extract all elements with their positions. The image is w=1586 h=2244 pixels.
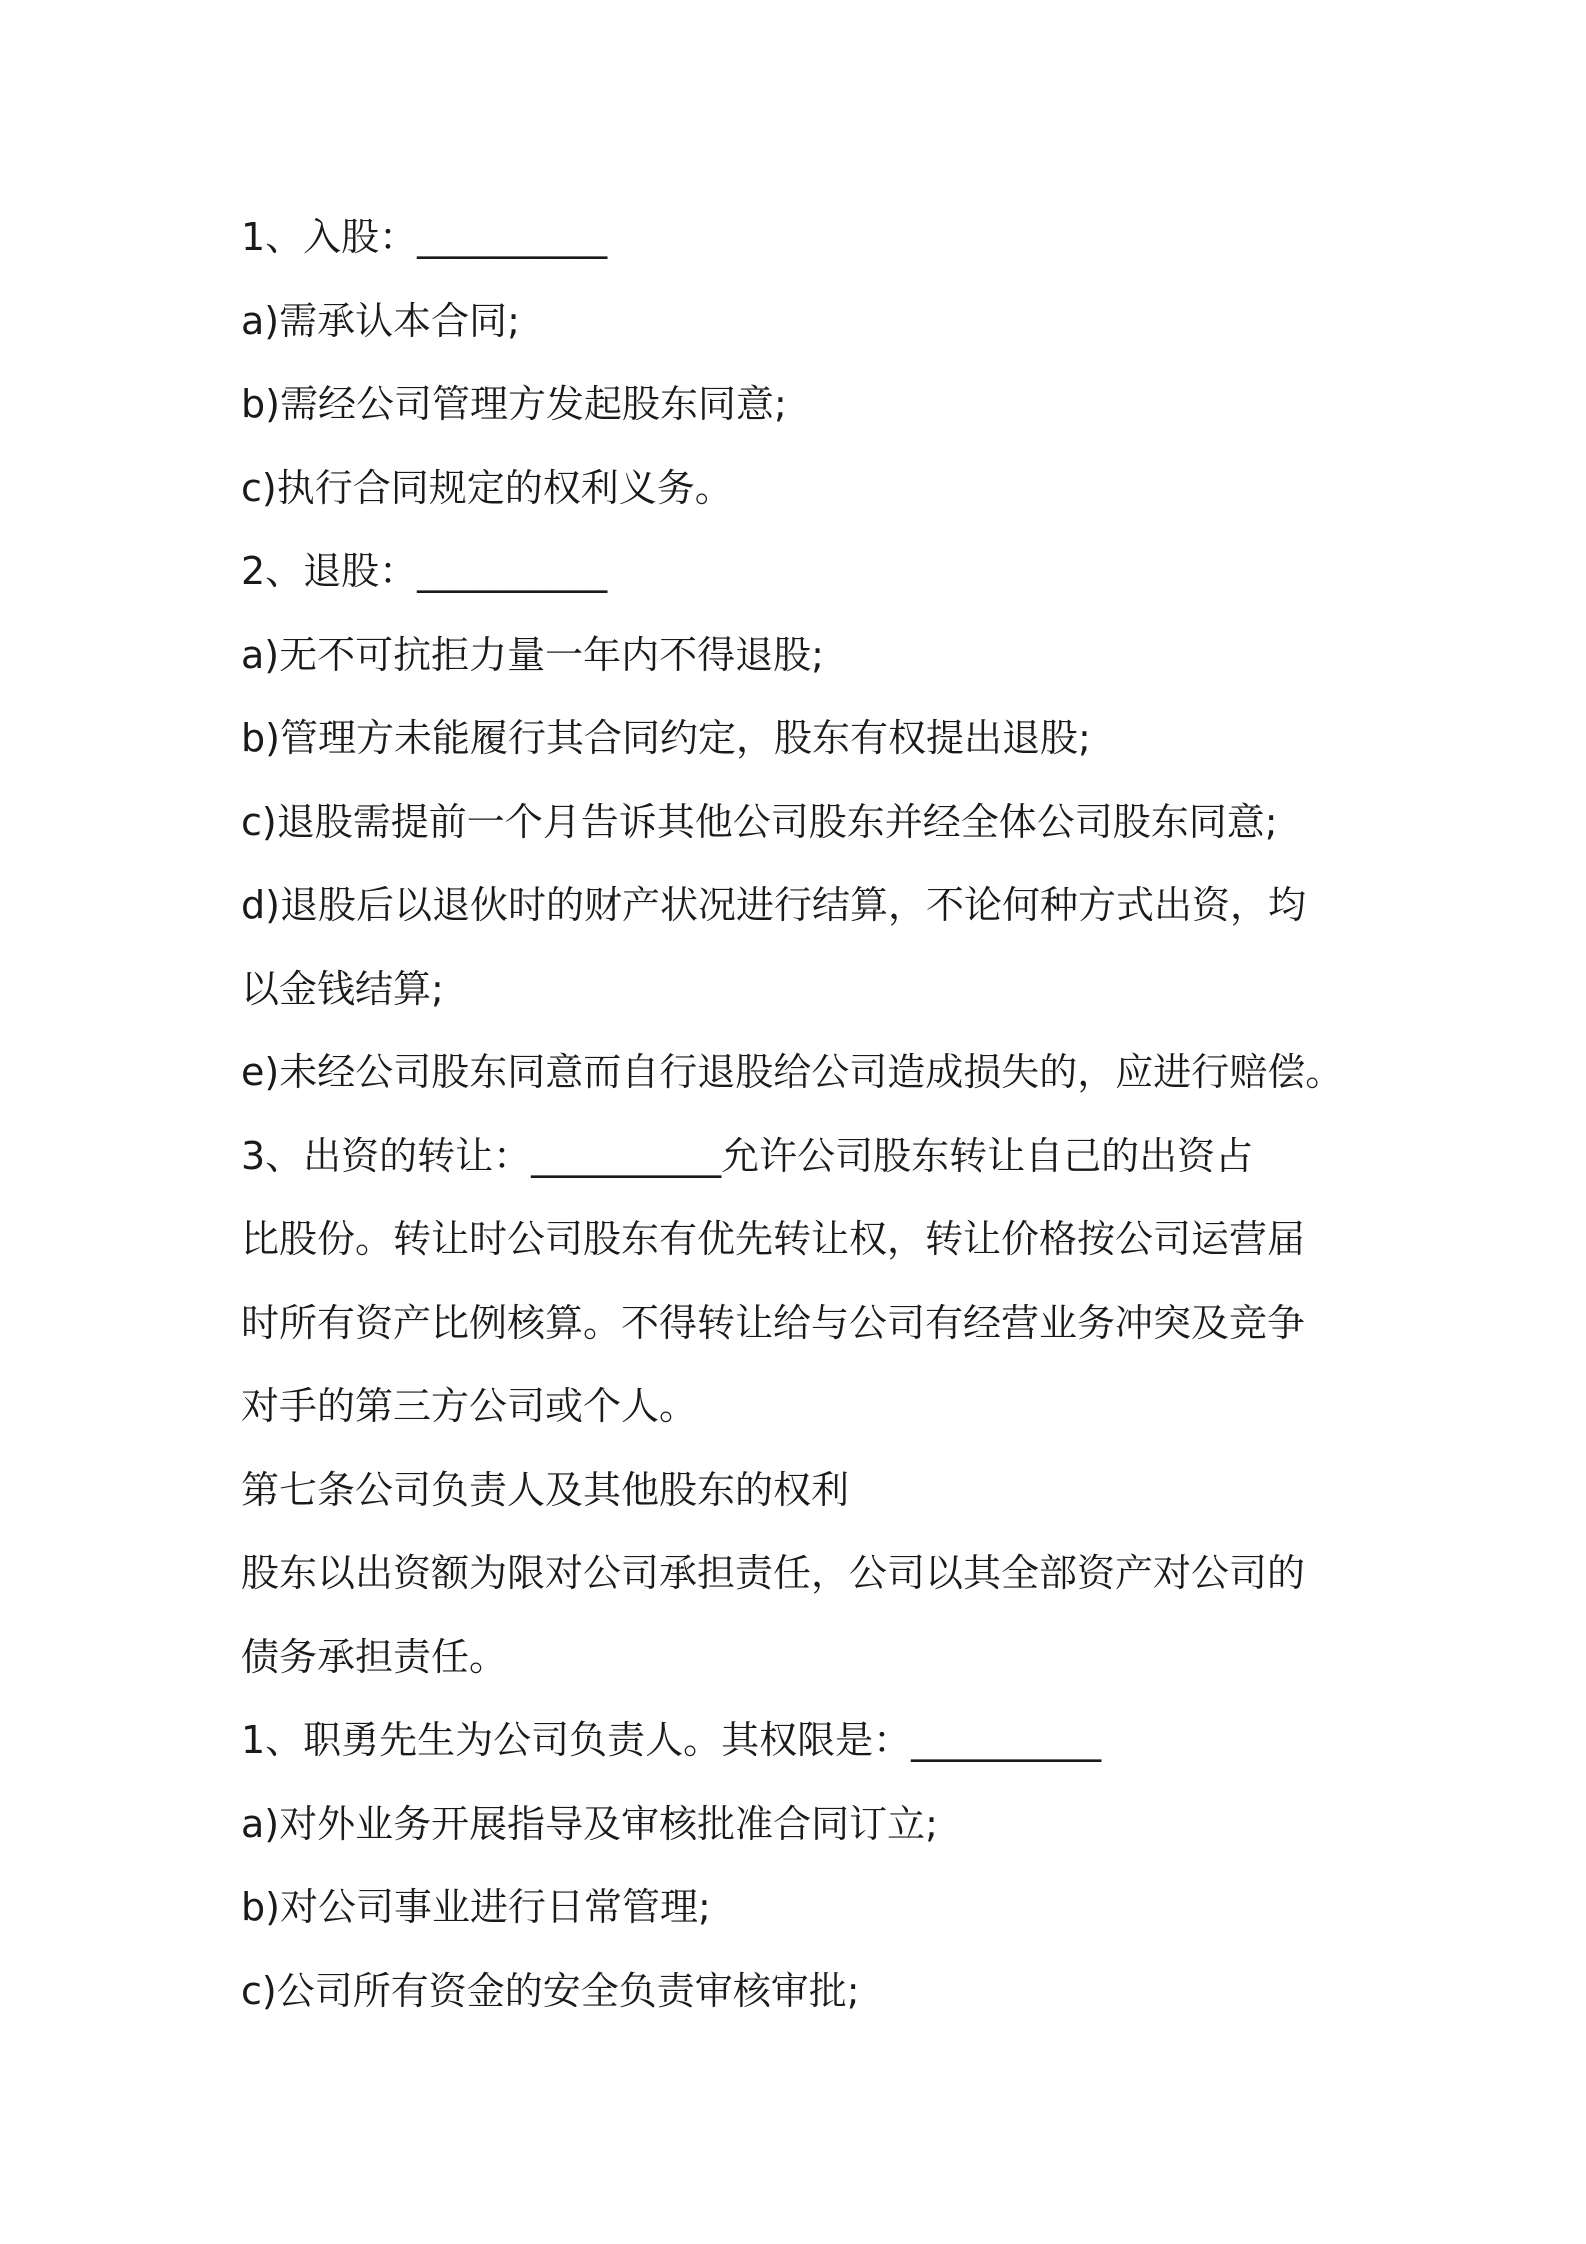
clause-1-item-b: b)需经公司管理方发起股东同意; — [241, 382, 787, 426]
clause-3-transfer-paragraph: 3、出资的转让：__________允许公司股东转让自己的出资占 — [241, 1133, 1254, 1178]
clause-2-item-c: c)退股需提前一个月告诉其他公司股东并经全体公司股东同意; — [241, 799, 1278, 844]
clause-2-withdrawal-heading: 2、退股：__________ — [241, 549, 608, 593]
clause-3-transfer-paragraph-line-3: 时所有资产比例核算。不得转让给与公司有经营业务冲突及竞争 — [241, 1300, 1306, 1345]
clause-1-item-c: c)执行合同规定的权利义务。 — [241, 465, 733, 510]
clause-2-item-d-continued: 以金钱结算; — [241, 966, 444, 1011]
document-body — [241, 196, 1361, 2033]
responsible-person-item-c: c)公司所有资金的安全负责审核审批; — [241, 1968, 860, 2013]
liability-paragraph-line-2: 债务承担责任。 — [241, 1634, 508, 1679]
responsible-person-heading: 1、职勇先生为公司负责人。其权限是：__________ — [241, 1718, 1102, 1762]
clause-3-transfer-paragraph-line-2: 比股份。转让时公司股东有优先转让权，转让价格按公司运营届 — [241, 1217, 1306, 1261]
clause-3-transfer-paragraph-line-4: 对手的第三方公司或个人。 — [241, 1384, 698, 1428]
clause-2-item-d: d)退股后以退伙时的财产状况进行结算，不论何种方式出资，均 — [241, 883, 1306, 927]
liability-paragraph: 股东以出资额为限对公司承担责任，公司以其全部资产对公司的 — [241, 1551, 1306, 1595]
responsible-person-item-a: a)对外业务开展指导及审核批准合同订立; — [241, 1801, 938, 1846]
article-7-heading: 第七条公司负责人及其他股东的权利 — [241, 1467, 850, 1512]
clause-2-item-b: b)管理方未能履行其合同约定，股东有权提出退股; — [241, 716, 1091, 760]
clause-1-item-a: a)需承认本合同; — [241, 298, 520, 343]
clause-1-joining-heading: 1、入股：__________ — [241, 215, 608, 259]
clause-2-item-e: e)未经公司股东同意而自行退股给公司造成损失的，应进行赔偿。 — [241, 1050, 1344, 1094]
responsible-person-item-b: b)对公司事业进行日常管理; — [241, 1885, 711, 1929]
clause-2-item-a: a)无不可抗拒力量一年内不得退股; — [241, 632, 824, 677]
